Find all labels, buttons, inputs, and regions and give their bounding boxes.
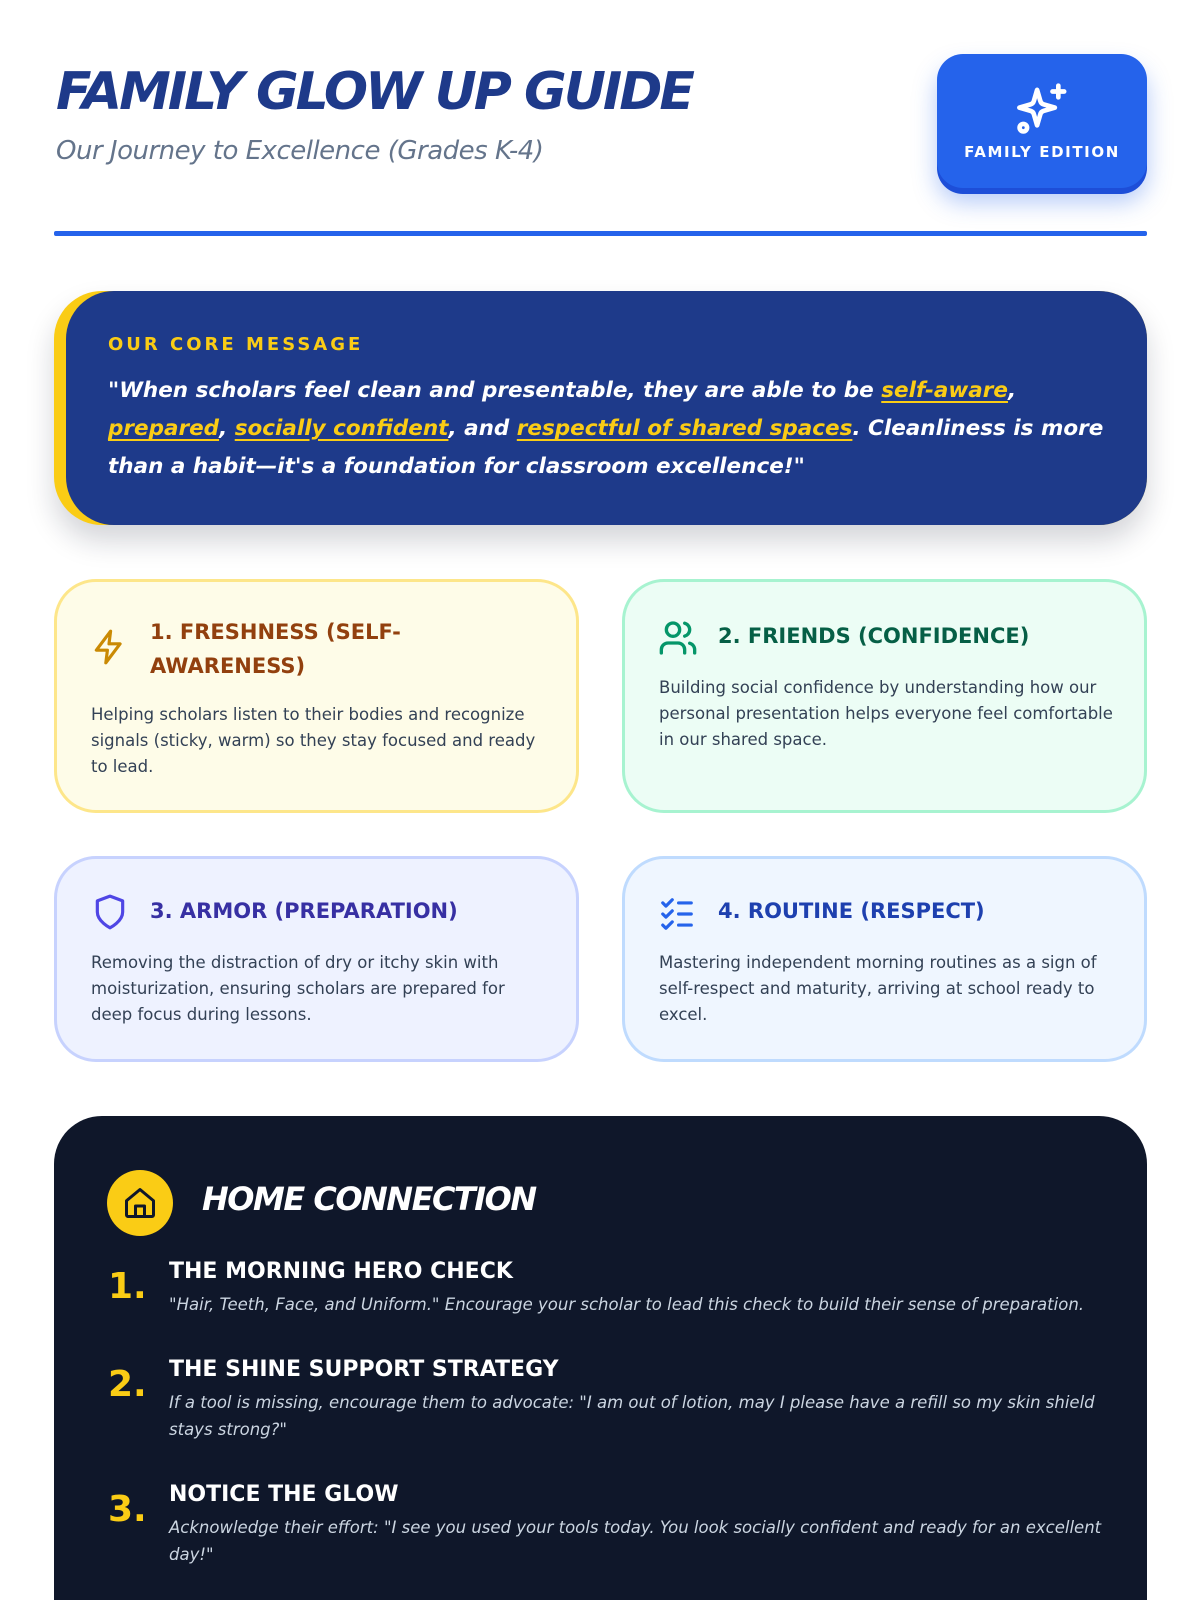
card-text: Building social confidence by understanding how our personal presentation helps everyone feel comfortable in our shared space. (659, 678, 1113, 749)
core-highlight-respectful: respectful of shared spaces (516, 416, 853, 441)
step-number: 1. (108, 1266, 147, 1307)
core-text-part: , (1007, 378, 1017, 403)
shield-icon (91, 893, 129, 931)
home-icon (122, 1185, 158, 1221)
core-text-part: . Cleanliness is more than a habit—it's a foundation for classroom excellence!" (108, 416, 1104, 479)
header-divider (54, 231, 1147, 236)
card-text: Mastering independent morning routines as a sign of self-respect and maturity, arriving at school ready to excel. (659, 953, 1097, 1024)
core-highlight-socially-confident: socially confident (234, 416, 449, 441)
step-title: THE SHINE SUPPORT STRATEGY (169, 1357, 559, 1382)
step-text: If a tool is missing, encourage them to advocate: "I am out of lotion, may I please have a refill so my skin shield stays strong?" (169, 1393, 1095, 1439)
card-title: 1. FRESHNESS (SELF-AWARENESS) (150, 620, 401, 678)
step-title: NOTICE THE GLOW (169, 1482, 399, 1507)
sparkles-icon (1014, 81, 1070, 137)
core-highlight-prepared: prepared (108, 416, 220, 441)
core-highlight-self-aware: self-aware (881, 378, 1008, 403)
step-text: "Hair, Teeth, Face, and Uniform." Encourage your scholar to lead this check to build their sense of preparation. (169, 1295, 1085, 1314)
family-edition-badge (937, 54, 1147, 188)
checklist-icon (658, 895, 696, 933)
core-text-part: "When scholars feel clean and presentable, they are able to be (108, 378, 882, 403)
step-title: THE MORNING HERO CHECK (169, 1259, 513, 1284)
card-routine (622, 856, 1147, 1062)
card-freshness (54, 579, 579, 813)
card-text: Removing the distraction of dry or itchy skin with moisturization, ensuring scholars are prepared for deep focus during lessons. (91, 953, 505, 1024)
card-title: 3. ARMOR (PREPARATION) (150, 899, 458, 923)
home-connection-title: HOME CONNECTION (202, 1180, 536, 1218)
card-title: 2. FRIENDS (CONFIDENCE) (718, 624, 1030, 648)
card-friends (622, 579, 1147, 813)
card-text: Helping scholars listen to their bodies and recognize signals (sticky, warm) so they stay focused and ready to lead. (91, 705, 536, 776)
step-text: Acknowledge their effort: "I see you used your tools today. You look socially confident and ready for an excellent day!" (169, 1518, 1102, 1564)
page-title: FAMILY GLOW UP GUIDE (56, 62, 692, 122)
badge-label: FAMILY EDITION (964, 143, 1120, 161)
home-icon-circle (107, 1170, 173, 1236)
lightning-icon (90, 628, 128, 666)
step-number: 2. (108, 1364, 147, 1405)
step-number: 3. (108, 1489, 147, 1530)
card-armor (54, 856, 579, 1062)
core-text-part: , and (448, 416, 517, 441)
page-subtitle: Our Journey to Excellence (Grades K-4) (56, 136, 544, 166)
card-title: 4. ROUTINE (RESPECT) (718, 899, 985, 923)
core-message-text (108, 372, 1118, 486)
users-icon (658, 618, 698, 658)
core-text-part: , (219, 416, 235, 441)
core-message-heading: OUR CORE MESSAGE (108, 334, 364, 355)
